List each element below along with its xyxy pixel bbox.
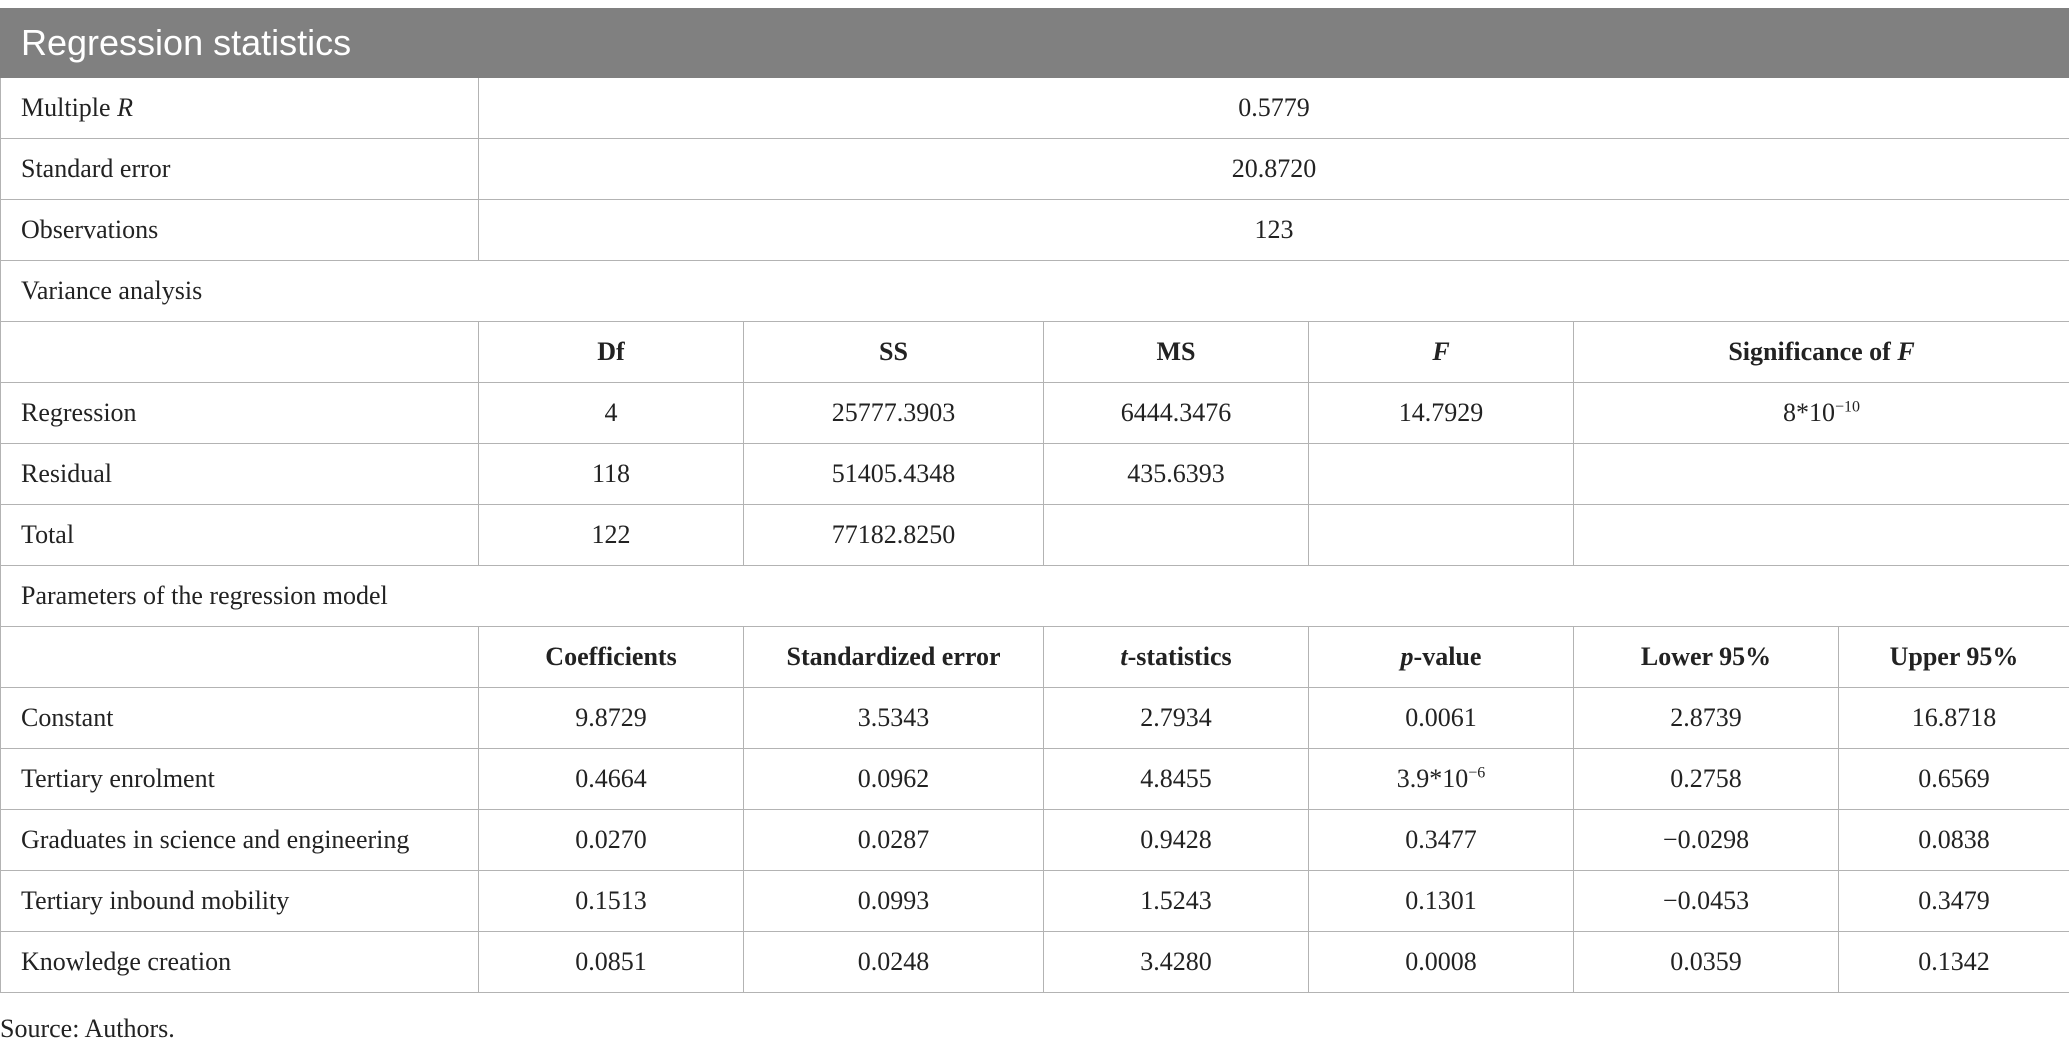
col-header-coefficients: Coefficients [479,627,744,688]
cell-lower-95: 2.8739 [1574,688,1839,749]
col-header-p-value: p-value [1309,627,1574,688]
cell-df: 122 [479,505,744,566]
cell-t-statistic: 0.9428 [1044,810,1309,871]
cell-upper-95: 0.3479 [1839,871,2069,932]
row-label: Graduates in science and engineering [1,810,479,871]
cell-standardized-error: 0.0993 [744,871,1044,932]
cell-significance [1574,505,2069,566]
regression-table [0,8,2069,993]
cell-coefficient: 0.4664 [479,749,744,810]
stat-row-observations [1,200,2069,261]
cell-lower-95: 0.0359 [1574,932,1839,993]
param-row [1,749,2069,810]
regression-table-container [0,8,2069,993]
section-label: Parameters of the regression model [1,566,2069,627]
cell-coefficient: 0.0270 [479,810,744,871]
col-header-t-statistics: t-statistics [1044,627,1309,688]
cell-coefficient: 9.8729 [479,688,744,749]
cell-df: 118 [479,444,744,505]
stat-value: 0.5779 [479,78,2069,139]
cell-standardized-error: 0.0287 [744,810,1044,871]
param-row [1,932,2069,993]
col-header-ss: SS [744,322,1044,383]
cell-lower-95: −0.0453 [1574,871,1839,932]
cell-upper-95: 0.1342 [1839,932,2069,993]
cell-df: 4 [479,383,744,444]
row-label: Regression [1,383,479,444]
col-header-df: Df [479,322,744,383]
cell-coefficient: 0.1513 [479,871,744,932]
cell-coefficient: 0.0851 [479,932,744,993]
row-label: Tertiary inbound mobility [1,871,479,932]
section-row-variance [1,261,2069,322]
cell-standardized-error: 3.5343 [744,688,1044,749]
cell-f [1309,444,1574,505]
stat-label: Multiple R [1,78,479,139]
table-title: Regression statistics [1,9,2069,78]
cell-lower-95: −0.0298 [1574,810,1839,871]
empty-cell [1,322,479,383]
cell-p-value: 0.0061 [1309,688,1574,749]
cell-p-value: 0.1301 [1309,871,1574,932]
cell-p-value: $3.9*10^{-6}$ [1309,749,1574,810]
cell-upper-95: 16.8718 [1839,688,2069,749]
cell-ms: 435.6393 [1044,444,1309,505]
cell-lower-95: 0.2758 [1574,749,1839,810]
stat-row-standard-error [1,139,2069,200]
cell-significance [1574,444,2069,505]
cell-ms [1044,505,1309,566]
cell-standardized-error: 0.0962 [744,749,1044,810]
cell-t-statistic: 4.8455 [1044,749,1309,810]
row-label: Constant [1,688,479,749]
param-row [1,810,2069,871]
param-row [1,871,2069,932]
empty-cell [1,627,479,688]
section-row-parameters [1,566,2069,627]
row-label: Residual [1,444,479,505]
col-header-ms: MS [1044,322,1309,383]
stat-row-multiple-r [1,78,2069,139]
cell-p-value: 0.3477 [1309,810,1574,871]
col-header-standardized-error: Standardized error [744,627,1044,688]
table-title-row [1,9,2069,78]
cell-f: 14.7929 [1309,383,1574,444]
col-header-lower-95: Lower 95% [1574,627,1839,688]
variance-row [1,505,2069,566]
col-header-upper-95: Upper 95% [1839,627,2069,688]
cell-significance: $8*10^{-10}$ [1574,383,2069,444]
cell-ss: 25777.3903 [744,383,1044,444]
cell-ss: 51405.4348 [744,444,1044,505]
row-label: Total [1,505,479,566]
variance-row [1,444,2069,505]
cell-t-statistic: 3.4280 [1044,932,1309,993]
stat-label: Observations [1,200,479,261]
row-label: Tertiary enrolment [1,749,479,810]
col-header-significance: Significance of F [1574,322,2069,383]
param-row [1,688,2069,749]
variance-header-row [1,322,2069,383]
cell-f [1309,505,1574,566]
cell-t-statistic: 2.7934 [1044,688,1309,749]
source-note: Source: Authors. [0,1014,175,1043]
cell-t-statistic: 1.5243 [1044,871,1309,932]
stat-value: 20.8720 [479,139,2069,200]
stat-label: Standard error [1,139,479,200]
row-label: Knowledge creation [1,932,479,993]
cell-upper-95: 0.0838 [1839,810,2069,871]
stat-value: 123 [479,200,2069,261]
cell-standardized-error: 0.0248 [744,932,1044,993]
cell-ms: 6444.3476 [1044,383,1309,444]
col-header-f: F [1309,322,1574,383]
variance-row [1,383,2069,444]
cell-ss: 77182.8250 [744,505,1044,566]
cell-p-value: 0.0008 [1309,932,1574,993]
params-header-row [1,627,2069,688]
cell-upper-95: 0.6569 [1839,749,2069,810]
section-label: Variance analysis [1,261,2069,322]
